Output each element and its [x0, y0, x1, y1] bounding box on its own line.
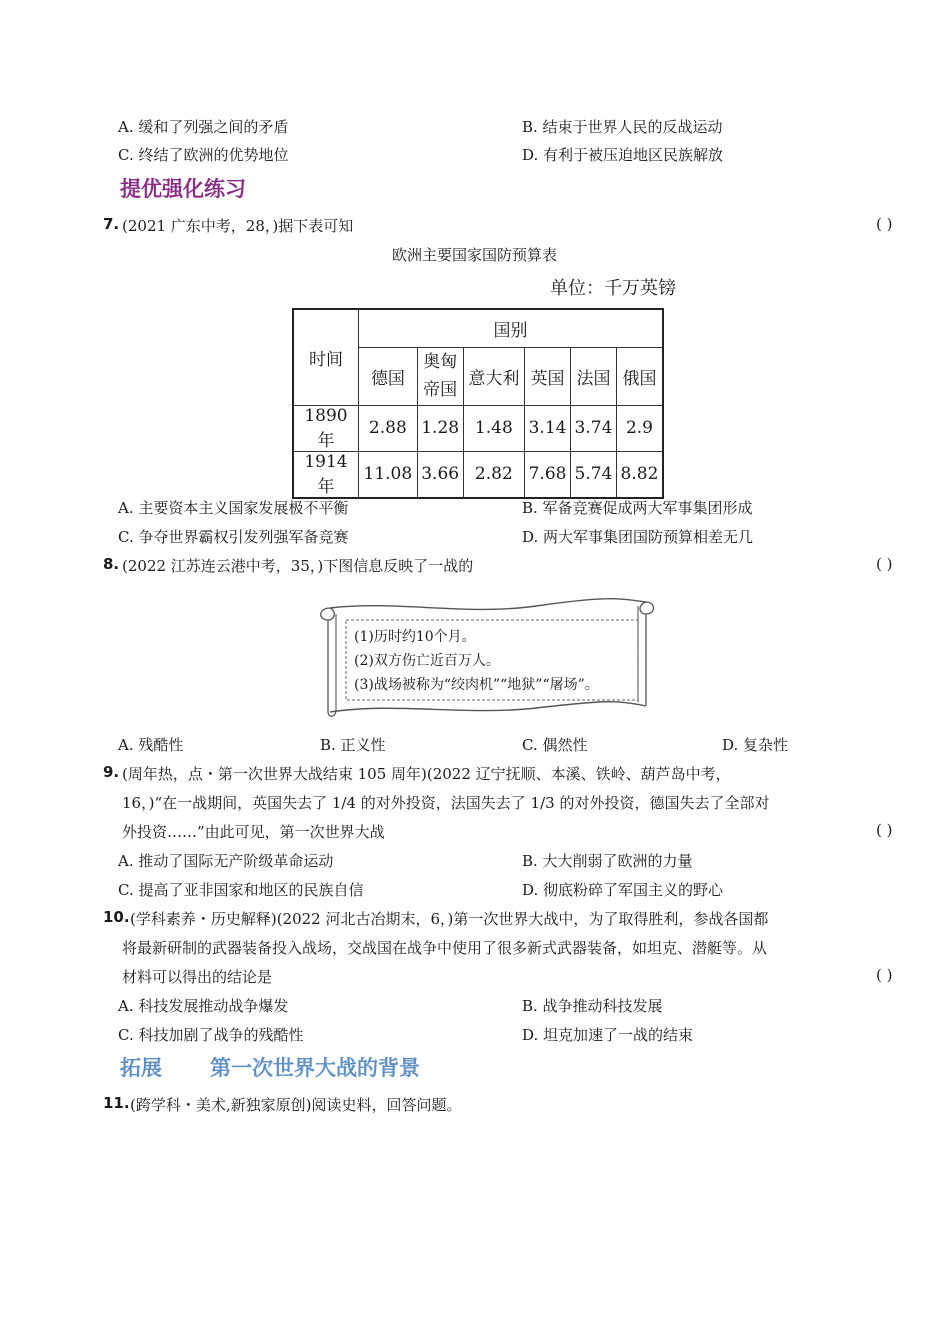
table-header-time: 时间	[293, 309, 359, 405]
q11-stem: (跨学科・美术,新独家原创)阅读史料，回答问题。	[130, 1096, 462, 1114]
table-cell: 2.88	[359, 405, 418, 451]
q7-option-c: C. 争夺世界霸权引发列强军备竞赛	[118, 528, 349, 546]
table-cell: 1.48	[463, 405, 524, 451]
q10-option-c: C. 科技加剧了战争的残酷性	[118, 1026, 304, 1044]
table-cell: 7.68	[525, 451, 571, 498]
q6-option-a: A. 缓和了列强之间的矛盾	[118, 118, 289, 136]
q8-answer-blank: ( )	[876, 555, 893, 573]
q10-answer-blank: ( )	[876, 966, 893, 984]
q9-answer-blank: ( )	[876, 821, 893, 839]
table-cell: 2.82	[463, 451, 524, 498]
q7-answer-blank: ( )	[876, 215, 893, 233]
q10-stem-line2: 将最新研制的武器装备投入战场，交战国在战争中使用了很多新式武器装备，如坦克、潜艇等。从	[122, 939, 768, 957]
q9-option-b: B. 大大削弱了欧洲的力量	[522, 852, 693, 870]
table-row	[293, 451, 663, 498]
q8-number: 8.	[103, 555, 120, 573]
q7-table-unit: 单位：千万英镑	[550, 278, 676, 299]
table-cell: 2.9	[616, 405, 663, 451]
country-britain: 英国	[525, 347, 571, 405]
q7-number: 7.	[103, 215, 120, 233]
scroll-line-3: (3)战场被称为“绞肉机”“地狱”“屠场”。	[354, 677, 599, 693]
q6-option-b: B. 结束于世界人民的反战运动	[522, 118, 723, 136]
q9-option-a: A. 推动了国际无产阶级革命运动	[118, 852, 334, 870]
table-cell: 1890 年	[293, 405, 359, 451]
q8-option-b: B. 正义性	[320, 736, 386, 754]
q10-number: 10.	[103, 908, 130, 926]
table-cell: 3.66	[417, 451, 463, 498]
q7-stem: (2021 广东中考，28，)据下表可知	[122, 217, 354, 235]
section-heading-extension-title: 第一次世界大战的背景	[210, 1056, 420, 1080]
table-row	[293, 405, 663, 451]
q8-option-d: D. 复杂性	[722, 736, 789, 754]
q10-option-d: D. 坦克加速了一战的结束	[522, 1026, 694, 1044]
q7-option-a: A. 主要资本主义国家发展极不平衡	[118, 499, 349, 517]
q7-table-title: 欧洲主要国家国防预算表	[392, 246, 558, 264]
defense-budget-table	[292, 308, 664, 499]
table-cell: 1.28	[417, 405, 463, 451]
q10-option-a: A. 科技发展推动战争爆发	[118, 997, 289, 1015]
country-austria-hungary-line1: 奥匈	[423, 352, 458, 372]
country-austria-hungary-line2: 帝国	[423, 380, 458, 400]
scroll-illustration	[316, 590, 656, 718]
table-cell: 5.74	[571, 451, 617, 498]
q9-stem-line2: 16，)“在一战期间，英国失去了 1/4 的对外投资，法国失去了 1/3 的对外投资，德国失去了全部对	[122, 794, 770, 812]
q6-option-c: C. 终结了欧洲的优势地位	[118, 146, 289, 164]
q9-option-c: C. 提高了亚非国家和地区的民族自信	[118, 881, 364, 899]
country-germany: 德国	[359, 347, 418, 405]
q7-option-d: D. 两大军事集团国防预算相差无几	[522, 528, 754, 546]
country-austria-hungary	[417, 347, 463, 405]
q9-stem-line3: 外投资……”由此可见，第一次世界大战	[122, 823, 385, 841]
q9-stem-line1: (周年热，点・第一次世界大战结束 105 周年)(2022 辽宁抚顺、本溪、铁岭、葫芦岛中考，	[122, 765, 731, 783]
q6-option-d: D. 有利于被压迫地区民族解放	[522, 146, 724, 164]
q9-number: 9.	[103, 763, 120, 781]
table-cell: 1914 年	[293, 451, 359, 498]
q11-number: 11.	[103, 1094, 130, 1112]
table-cell: 3.14	[525, 405, 571, 451]
q10-stem-line1: (学科素养・历史解释)(2022 河北古冶期末，6，)第一次世界大战中，为了取得胜利，参战各国都	[130, 910, 769, 928]
country-france: 法国	[571, 347, 617, 405]
country-italy: 意大利	[463, 347, 524, 405]
q9-option-d: D. 彻底粉碎了军国主义的野心	[522, 881, 724, 899]
table-header-country: 国别	[359, 309, 664, 347]
section-heading-extension-label: 拓展	[120, 1056, 162, 1080]
q10-option-b: B. 战争推动科技发展	[522, 997, 663, 1015]
q8-option-c: C. 偶然性	[522, 736, 588, 754]
country-russia: 俄国	[616, 347, 663, 405]
q8-stem: (2022 江苏连云港中考，35，)下图信息反映了一战的	[122, 557, 474, 575]
q10-stem-line3: 材料可以得出的结论是	[122, 968, 273, 986]
table-cell: 3.74	[571, 405, 617, 451]
q7-option-b: B. 军备竞赛促成两大军事集团形成	[522, 499, 753, 517]
table-cell: 11.08	[359, 451, 418, 498]
scroll-line-2: (2)双方伤亡近百万人。	[354, 653, 500, 669]
section-heading-practice: 提优强化练习	[120, 177, 246, 201]
q8-option-a: A. 残酷性	[118, 736, 184, 754]
scroll-line-1: (1)历时约10个月。	[354, 629, 476, 645]
table-cell: 8.82	[616, 451, 663, 498]
